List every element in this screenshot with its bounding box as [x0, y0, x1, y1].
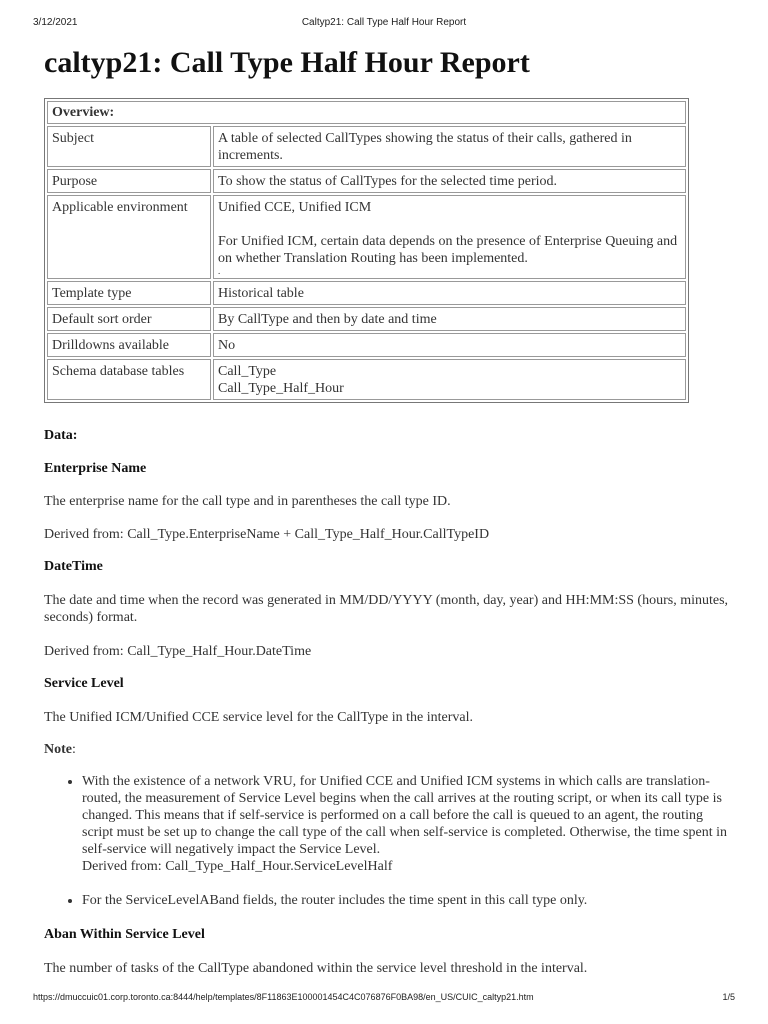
environment-note: For Unified ICM, certain data depends on the presence of Enterprise Queuing and on whether Translation Routing has been implemented.: [218, 234, 678, 266]
list-item: [82, 773, 734, 875]
aban-within-sl-desc: The number of tasks of the CallType abandoned within the service level threshold in the interval.: [44, 961, 588, 976]
row-value-schema-tables: [213, 359, 686, 400]
row-value-sort-order: By CallType and then by date and time: [213, 307, 686, 331]
note-bullet-1-text: With the existence of a network VRU, for Unified CCE and Unified ICM systems in which calls are translation-routed, the measurement of Service Level begins when the call arrives at the routing script, or when its call type is changed. This means that if self-service is performed on a call before the call is queued to an agent, the routing script must be set up to change the call type of the call when self-service is completed. Otherwise, the time spent in self-service will negatively impact the Service Level.: [82, 774, 727, 857]
datetime-desc: The date and time when the record was generated in MM/DD/YYYY (month, day, year) and HH:MM:SS (hours, minutes, seconds) format.: [44, 593, 729, 625]
row-value-subject: A table of selected CallTypes showing the status of their calls, gathered in increments.: [213, 126, 686, 167]
row-key-schema-tables: Schema database tables: [47, 359, 211, 400]
list-item: [82, 892, 734, 909]
schema-table-call-type-half-hour: Call_Type_Half_Hour: [218, 381, 344, 396]
spacer: [218, 216, 681, 233]
service-level-heading: Service Level: [44, 676, 124, 691]
row-key-template-type: Template type: [47, 281, 211, 305]
row-key-sort-order: Default sort order: [47, 307, 211, 331]
enterprise-name-derived: Derived from: Call_Type.EnterpriseName + Call_Type_Half_Hour.CallTypeID: [44, 527, 490, 542]
print-title: Caltyp21: Call Type Half Hour Report: [301, 17, 467, 28]
page-title: caltyp21: Call Type Half Hour Report: [44, 46, 530, 79]
note-label-bold: Note: [44, 742, 72, 757]
note-bullet-2-text: For the ServiceLevelABand fields, the router includes the time spent in this call type only.: [82, 893, 588, 908]
schema-table-call-type: Call_Type: [218, 364, 277, 379]
row-key-purpose: Purpose: [47, 169, 211, 193]
row-value-drilldowns: No: [213, 333, 686, 357]
table-row: [47, 281, 686, 305]
table-row: [47, 169, 686, 193]
row-value-template-type: Historical table: [213, 281, 686, 305]
enterprise-name-heading: Enterprise Name: [44, 461, 147, 476]
overview-heading-row: [47, 101, 686, 124]
note-bullets: [44, 773, 734, 909]
table-row: [47, 126, 686, 167]
aban-within-sl-heading: Aban Within Service Level: [44, 927, 205, 942]
row-key-environment: Applicable environment: [47, 195, 211, 279]
print-url: https://dmuccuic01.corp.toronto.ca:8444/help/templates/8F11863E100001454C4C076876F0BA98/en_US/CUIC_caltyp21.htm: [33, 992, 534, 1002]
row-key-drilldowns: Drilldowns available: [47, 333, 211, 357]
note-colon: :: [72, 742, 76, 757]
note-list: [44, 773, 734, 926]
note-label: [44, 741, 734, 758]
service-level-desc: The Unified ICM/Unified CCE service level for the CallType in the interval.: [44, 710, 474, 725]
overview-table: [44, 98, 689, 403]
table-row: [47, 333, 686, 357]
table-row: [47, 195, 686, 279]
row-value-purpose: To show the status of CallTypes for the selected time period.: [213, 169, 686, 193]
print-footer: [33, 992, 735, 1006]
page-number: 1/5: [722, 992, 735, 1002]
data-heading: Data:: [44, 428, 78, 443]
environment-products: Unified CCE, Unified ICM: [218, 200, 372, 215]
print-date: 3/12/2021: [33, 17, 78, 28]
row-value-environment: [213, 195, 686, 279]
enterprise-name-desc: The enterprise name for the call type and in parentheses the call type ID.: [44, 494, 451, 509]
table-row: [47, 307, 686, 331]
note-bullet-1-derived: Derived from: Call_Type_Half_Hour.ServiceLevelHalf: [82, 859, 393, 874]
overview-heading: Overview:: [47, 101, 686, 124]
environment-dot: .: [218, 266, 221, 276]
table-row: [47, 359, 686, 400]
print-header: [33, 17, 735, 31]
datetime-heading: DateTime: [44, 559, 103, 574]
datetime-derived: Derived from: Call_Type_Half_Hour.DateTime: [44, 644, 312, 659]
row-key-subject: Subject: [47, 126, 211, 167]
report-content: [44, 44, 744, 976]
